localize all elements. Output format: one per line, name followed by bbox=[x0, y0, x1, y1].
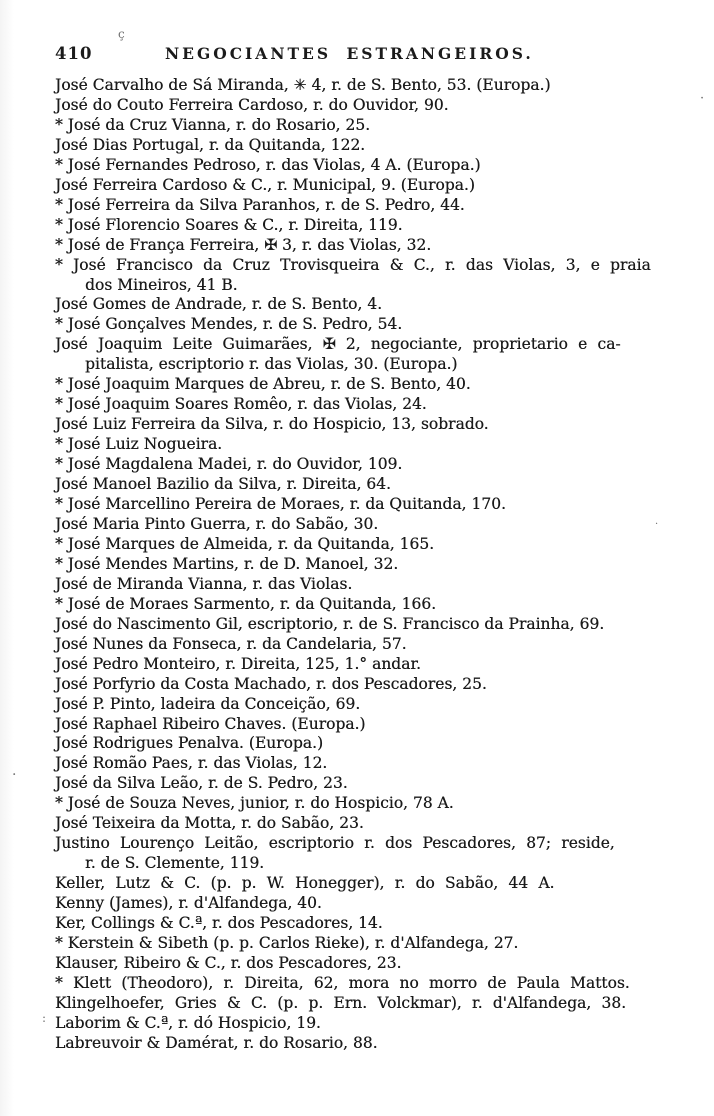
directory-entry bbox=[55, 934, 690, 954]
directory-entry bbox=[55, 774, 690, 794]
entry-line: José Ferreira Cardoso & C., r. Municipal, 9. (Europa.) bbox=[55, 175, 475, 194]
entry-line: * José da Cruz Vianna, r. do Rosario, 25. bbox=[55, 115, 371, 134]
entry-line: José de Miranda Vianna, r. das Violas. bbox=[55, 574, 353, 593]
entry-line: Laborim & C.ª, r. dó Hospicio, 19. bbox=[55, 1013, 321, 1032]
entry-line: José Manoel Bazilio da Silva, r. Direita, 64. bbox=[55, 475, 391, 494]
directory-entry bbox=[55, 794, 690, 814]
entry-line: * José Fernandes Pedroso, r. das Violas, 4 A. (Europa.) bbox=[55, 155, 481, 174]
directory-entry bbox=[55, 76, 690, 96]
entry-line: Labreuvoir & Damérat, r. do Rosario, 88. bbox=[55, 1033, 378, 1052]
directory-entry bbox=[55, 555, 690, 575]
entry-line: Klauser, Ribeiro & C., r. dos Pescadores, 23. bbox=[55, 953, 402, 972]
directory-entry bbox=[55, 295, 690, 315]
entry-line: * José Florencio Soares & C., r. Direita, 119. bbox=[55, 215, 403, 234]
entry-line: * José Mendes Martins, r. de D. Manoel, 32. bbox=[55, 554, 399, 573]
directory-entry bbox=[55, 894, 690, 914]
directory-entry bbox=[55, 116, 690, 136]
directory-entry bbox=[55, 695, 690, 715]
directory-entry bbox=[55, 335, 690, 375]
page-number: 410 bbox=[55, 44, 93, 63]
entry-line: José Joaquim Leite Guimarães, ✠ 2, negociante, proprietario e ca- bbox=[55, 335, 621, 354]
directory-entry bbox=[55, 315, 690, 335]
entry-line: José Romão Paes, r. das Violas, 12. bbox=[55, 754, 328, 773]
directory-entry bbox=[55, 615, 690, 635]
directory-entry bbox=[55, 176, 690, 196]
page-header bbox=[55, 44, 690, 63]
entry-line: José Dias Portugal, r. da Quitanda, 122. bbox=[55, 135, 366, 154]
entry-line-continuation: dos Mineiros, 41 B. bbox=[85, 275, 238, 294]
entry-line: * Klett (Theodoro), r. Direita, 62, mora no morro de Paula Mattos. bbox=[55, 973, 630, 992]
entry-line: José Maria Pinto Guerra, r. do Sabão, 30. bbox=[55, 514, 379, 533]
directory-entry bbox=[55, 814, 690, 834]
entry-line-continuation: pitalista, escriptorio r. das Violas, 30. (Europa.) bbox=[85, 355, 458, 374]
directory-entry bbox=[55, 994, 690, 1014]
directory-entry bbox=[55, 96, 690, 116]
entry-line: José da Silva Leão, r. de S. Pedro, 23. bbox=[55, 774, 348, 793]
directory-entry bbox=[55, 675, 690, 695]
directory-entry bbox=[55, 455, 690, 475]
ink-speck: ç bbox=[118, 27, 125, 41]
entry-line: José Rodrigues Penalva. (Europa.) bbox=[55, 734, 324, 753]
entry-line: * José Magdalena Madei, r. do Ouvidor, 109. bbox=[55, 455, 403, 474]
directory-entry bbox=[55, 715, 690, 735]
directory-entry bbox=[55, 415, 690, 435]
entry-line: José Pedro Monteiro, r. Direita, 125, 1.° andar. bbox=[55, 654, 421, 673]
ink-speck: : bbox=[42, 1011, 47, 1025]
directory-entry bbox=[55, 196, 690, 216]
entry-line: * José Gonçalves Mendes, r. de S. Pedro, 54. bbox=[55, 315, 403, 334]
entry-line: Keller, Lutz & C. (p. p. W. Honegger), r. do Sabão, 44 A. bbox=[55, 874, 555, 893]
entry-line-continuation: r. de S. Clemente, 119. bbox=[85, 854, 265, 873]
directory-entry bbox=[55, 974, 690, 994]
entry-line: José Raphael Ribeiro Chaves. (Europa.) bbox=[55, 714, 366, 733]
directory-entry bbox=[55, 754, 690, 774]
entry-line: José Teixeira da Motta, r. do Sabão, 23. bbox=[55, 814, 364, 833]
directory-entry bbox=[55, 236, 690, 256]
entry-line: José Carvalho de Sá Miranda, ✳ 4, r. de S. Bento, 53. (Europa.) bbox=[55, 76, 551, 94]
entry-line: Klingelhoefer, Gries & C. (p. p. Ern. Volckmar), r. d'Alfandega, 38. bbox=[55, 993, 627, 1012]
directory-entry bbox=[55, 1034, 690, 1054]
entry-line: * José de França Ferreira, ✠ 3, r. das Violas, 32. bbox=[55, 235, 432, 254]
directory-entry bbox=[55, 475, 690, 495]
entry-line: José P. Pinto, ladeira da Conceição, 69. bbox=[55, 694, 361, 713]
directory-entry bbox=[55, 256, 690, 296]
entry-line: José do Nascimento Gil, escriptorio, r. de S. Francisco da Prainha, 69. bbox=[55, 614, 605, 633]
entry-line: * José Joaquim Marques de Abreu, r. de S. Bento, 40. bbox=[55, 375, 471, 394]
entry-line: * José Ferreira da Silva Paranhos, r. de S. Pedro, 44. bbox=[55, 195, 465, 214]
directory-entry bbox=[55, 515, 690, 535]
entry-line: Kenny (James), r. d'Alfandega, 40. bbox=[55, 894, 322, 913]
directory-entry bbox=[55, 635, 690, 655]
entry-line: * José Luiz Nogueira. bbox=[55, 435, 223, 454]
entry-line: * José Marques de Almeida, r. da Quitanda, 165. bbox=[55, 534, 435, 553]
directory-entry bbox=[55, 734, 690, 754]
entry-line: * José de Moraes Sarmento, r. da Quitanda, 166. bbox=[55, 594, 437, 613]
directory-entry bbox=[55, 375, 690, 395]
directory-entry bbox=[55, 495, 690, 515]
directory-entry bbox=[55, 395, 690, 415]
directory-entry bbox=[55, 655, 690, 675]
directory-entry bbox=[55, 954, 690, 974]
entry-line: José Gomes de Andrade, r. de S. Bento, 4. bbox=[55, 295, 383, 314]
directory-entry bbox=[55, 914, 690, 934]
page-title: NEGOCIANTES ESTRANGEIROS. bbox=[165, 44, 534, 63]
entry-line: * José Joaquim Soares Romêo, r. das Violas, 24. bbox=[55, 395, 427, 414]
directory-entry bbox=[55, 435, 690, 455]
entry-line: José Nunes da Fonseca, r. da Candelaria, 57. bbox=[55, 634, 407, 653]
ink-speck: · bbox=[700, 91, 705, 106]
ink-speck: · bbox=[655, 519, 659, 530]
entry-line: José do Couto Ferreira Cardoso, r. do Ouvidor, 90. bbox=[55, 95, 449, 114]
entry-line: * José de Souza Neves, junior, r. do Hospicio, 78 A. bbox=[55, 794, 454, 813]
entry-line: Justino Lourenço Leitão, escriptorio r. dos Pescadores, 87; reside, bbox=[55, 834, 615, 853]
directory-entry bbox=[55, 834, 690, 874]
entry-line: * Kerstein & Sibeth (p. p. Carlos Rieke), r. d'Alfandega, 27. bbox=[55, 933, 519, 952]
directory-entry bbox=[55, 874, 690, 894]
directory-entry bbox=[55, 535, 690, 555]
entry-line: Ker, Collings & C.ª, r. dos Pescadores, 14. bbox=[55, 914, 383, 933]
entry-line: José Luiz Ferreira da Silva, r. do Hospicio, 13, sobrado. bbox=[55, 415, 489, 434]
directory-entry bbox=[55, 575, 690, 595]
entry-list bbox=[55, 76, 690, 1054]
directory-entry bbox=[55, 216, 690, 236]
directory-entry bbox=[55, 156, 690, 176]
ink-speck: · bbox=[12, 767, 17, 783]
entry-line: José Porfyrio da Costa Machado, r. dos Pescadores, 25. bbox=[55, 674, 487, 693]
directory-entry bbox=[55, 1014, 690, 1034]
directory-entry bbox=[55, 136, 690, 156]
directory-entry bbox=[55, 595, 690, 615]
entry-line: * José Francisco da Cruz Trovisqueira & C., r. das Violas, 3, e praia bbox=[55, 255, 651, 274]
entry-line: * José Marcellino Pereira de Moraes, r. da Quitanda, 170. bbox=[55, 495, 506, 514]
